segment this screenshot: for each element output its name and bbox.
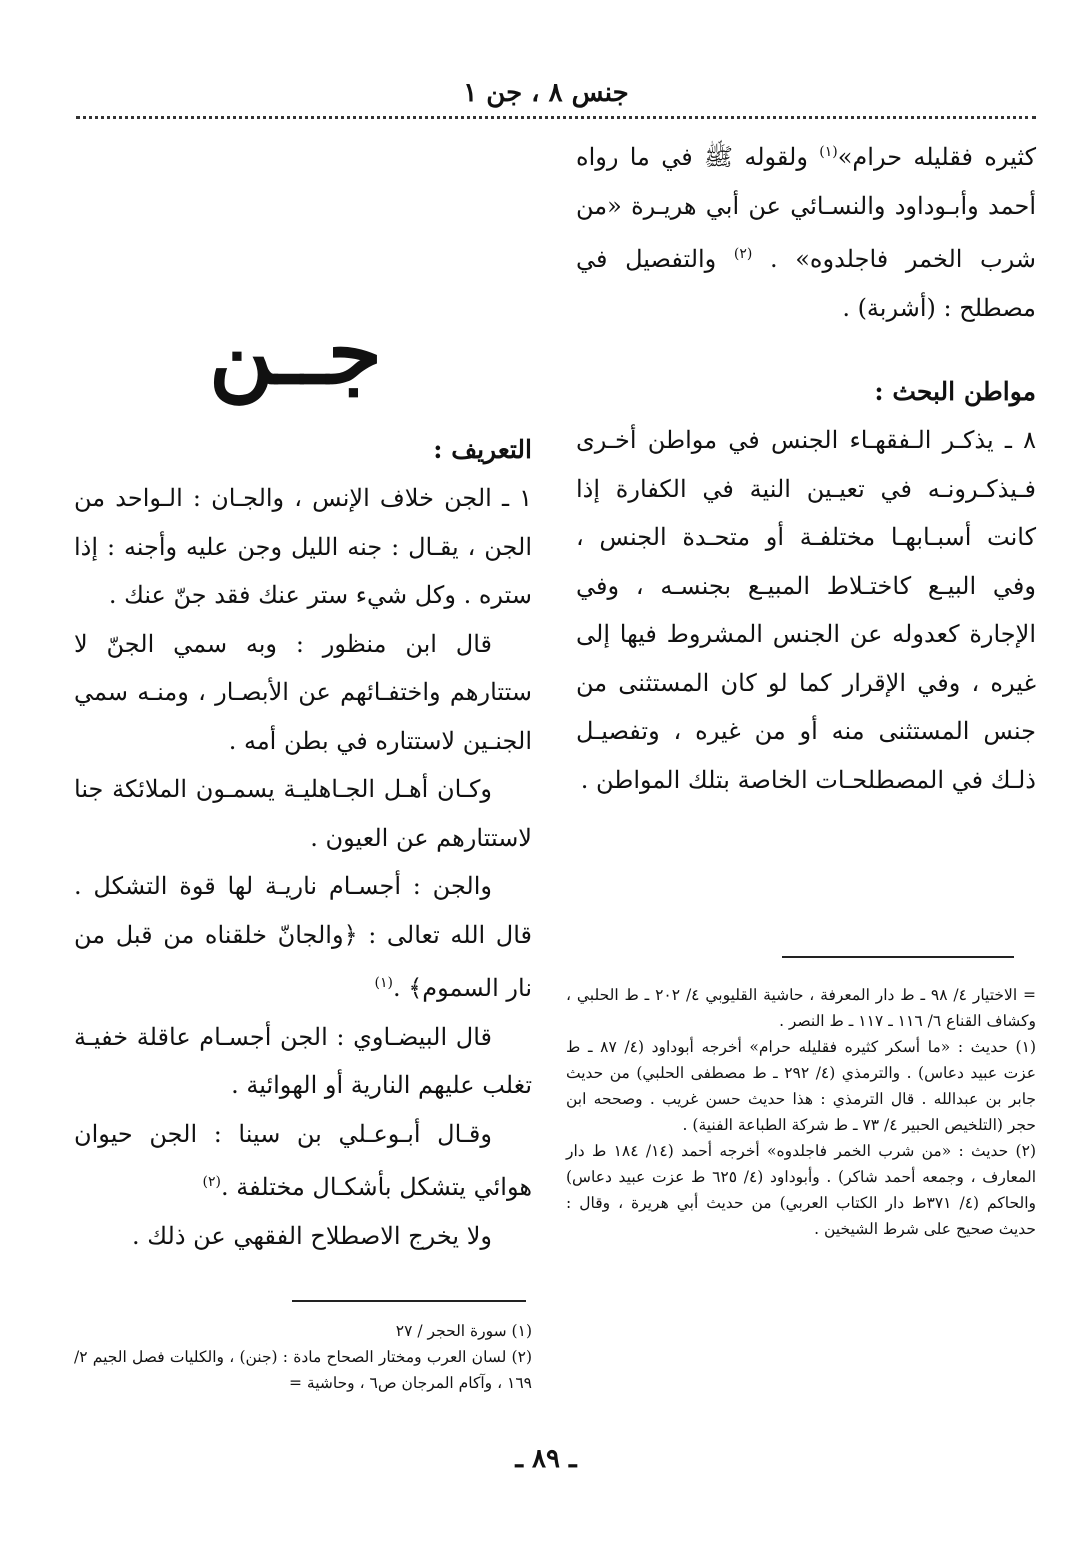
left-paragraph-7: ولا يخرج الاصطلاح الفقهي عن ذلك . (132, 1221, 492, 1250)
definition-heading: التعريف : (433, 435, 532, 464)
footnote-ref-1: (١) (819, 144, 838, 160)
left-paragraph-1: ١ ـ الجن خلاف الإنس ، والجـان : الـواحد من الجن ، يقـال : جنه الليل وجن عليه وأجنه : إذا ستره . وكل شيء ستر عنك فقد جنّ عنك . (74, 484, 532, 609)
right-column (576, 128, 1036, 804)
left-paragraph-2: قال ابن منظور : وبه سمي الجنّ لا ستتارهم واختفـائهم عن الأبصـار ، ومنـه سمي الجنـين لاستتاره في بطن أمه . (74, 629, 532, 755)
footnote-ref-2: (٢) (733, 246, 753, 262)
left-p6-text: وقـال أبـوعـلي بن سينا : الجن حيوان هوائي يتشكل بأشكـال مختلفة . (74, 1119, 532, 1201)
left-paragraph-5: قال البيضـاوي : الجن أجسـام عاقلة خفيـة تغلب عليهم النارية أو الهوائية . (74, 1022, 532, 1099)
right-footnote-rule (782, 956, 1014, 958)
page-number: ـ ٨٩ ـ (515, 1444, 577, 1474)
running-header: جنس ٨ ، جن ١ (463, 78, 629, 108)
footnote-item: (١) حديث : «ما أسكر كثيره فقليله حرام» أخرجه أبوداود (٤/ ٨٧ ـ ط عزت عبيد دعاس) . والترمذي (٤/ ٢٩٢ ـ ط مصطفى الحلبي) من حديث جابر بن عبدالله . قال الترمذي : هذا حديث حسن غريب . وصححه ابن حجر (التلخيص الحبير ٤/ ٧٣ ـ ط شركة الطباعة الفنية) . (566, 1038, 1036, 1134)
right-paragraph-1 (576, 128, 1036, 332)
left-paragraph-6 (74, 1110, 532, 1212)
left-paragraph-4 (74, 862, 532, 1013)
left-footnotes (74, 1318, 532, 1396)
left-column (74, 426, 532, 1260)
right-footnotes (566, 982, 1036, 1242)
footnote-ref-left-2: (٢) (202, 1174, 221, 1190)
left-footnote-rule (292, 1300, 526, 1302)
section-heading-research: مواطن البحث : (874, 377, 1036, 406)
entry-title: جــن (209, 300, 382, 404)
right-paragraph-2: ٨ ـ يذكـر الـفقهـاء الجنس في مواطن أخـرى فـيذكـرونـه في تعيـين النية في الكفارة إذا كانت أسبـابهـا مختلفـة أو متحـدة الجنس ، وفي البيـع كاختـلاط المبيـع بجنسـه ، وفي الإجارة كعدوله عن الجنس المشروط فيها إلى غيره ، وفي الإقرار كما لو كان المستثنى من جنس المستثنى منه أو من غيره ، وتفصيـل ذلـك في المصطلحـات الخاصة بتلك المواطن . (576, 426, 1036, 794)
left-paragraph-3: وكـان أهـل الجـاهليـة يسمـون الملائكة جنا لاستتارهم عن العيون . (74, 775, 532, 852)
right-p1-text: كثيره فقليله حرام» (837, 143, 1036, 171)
left-p4-text: والجن : أجسـام ناريـة لها قوة التشكل . قال الله تعالى : ﴿والجانّ خلقناه من قبل من نار السموم﴾ . (74, 872, 532, 1002)
footnote-item: (٢) حديث : «من شرب الخمر فاجلدوه» أخرجه أحمد (١٤/ ١٨٤ ط دار المعارف ، وجمعه أحمد شاكر) . وأبوداود (٤/ ٦٢٥ ط عزت عبيد دعاس) والحاكم (٤/ ٣٧١ط دار الكتاب العربي) من حديث أبي هريرة ، وقال : حديث صحيح على شرط الشيخين . (566, 1142, 1037, 1238)
right-p1-text3: والتفصيل في مصطلح : (أشربة) . (576, 245, 1036, 322)
right-p1-text2: ولقوله ﷺ في ما رواه أحمد وأبـوداود والنسـائي عن أبي هريـرة «من شرب الخمر فاجلدوه» . (576, 143, 1036, 273)
footnote-ref-left-1: (١) (374, 975, 393, 991)
header-dotted-rule (76, 116, 1036, 119)
footnote-item: (٢) لسان العرب ومختار الصحاح مادة : (جنن) ، والكليات فصل الجيم ٢/ ١٦٩ ، وآكام المرجان ص٦ ، وحاشية = (74, 1348, 532, 1392)
footnote-item: (١) سورة الحجر / ٢٧ (395, 1322, 532, 1340)
footnote-continuation: = الاختيار ٤/ ٩٨ ـ ط دار المعرفة ، حاشية القليوبي ٤/ ٢٠٢ ـ ط الحلبي ، وكشاف القناع ٦/ ١١٦ ـ ١١٧ ـ ط النصر . (566, 986, 1036, 1030)
